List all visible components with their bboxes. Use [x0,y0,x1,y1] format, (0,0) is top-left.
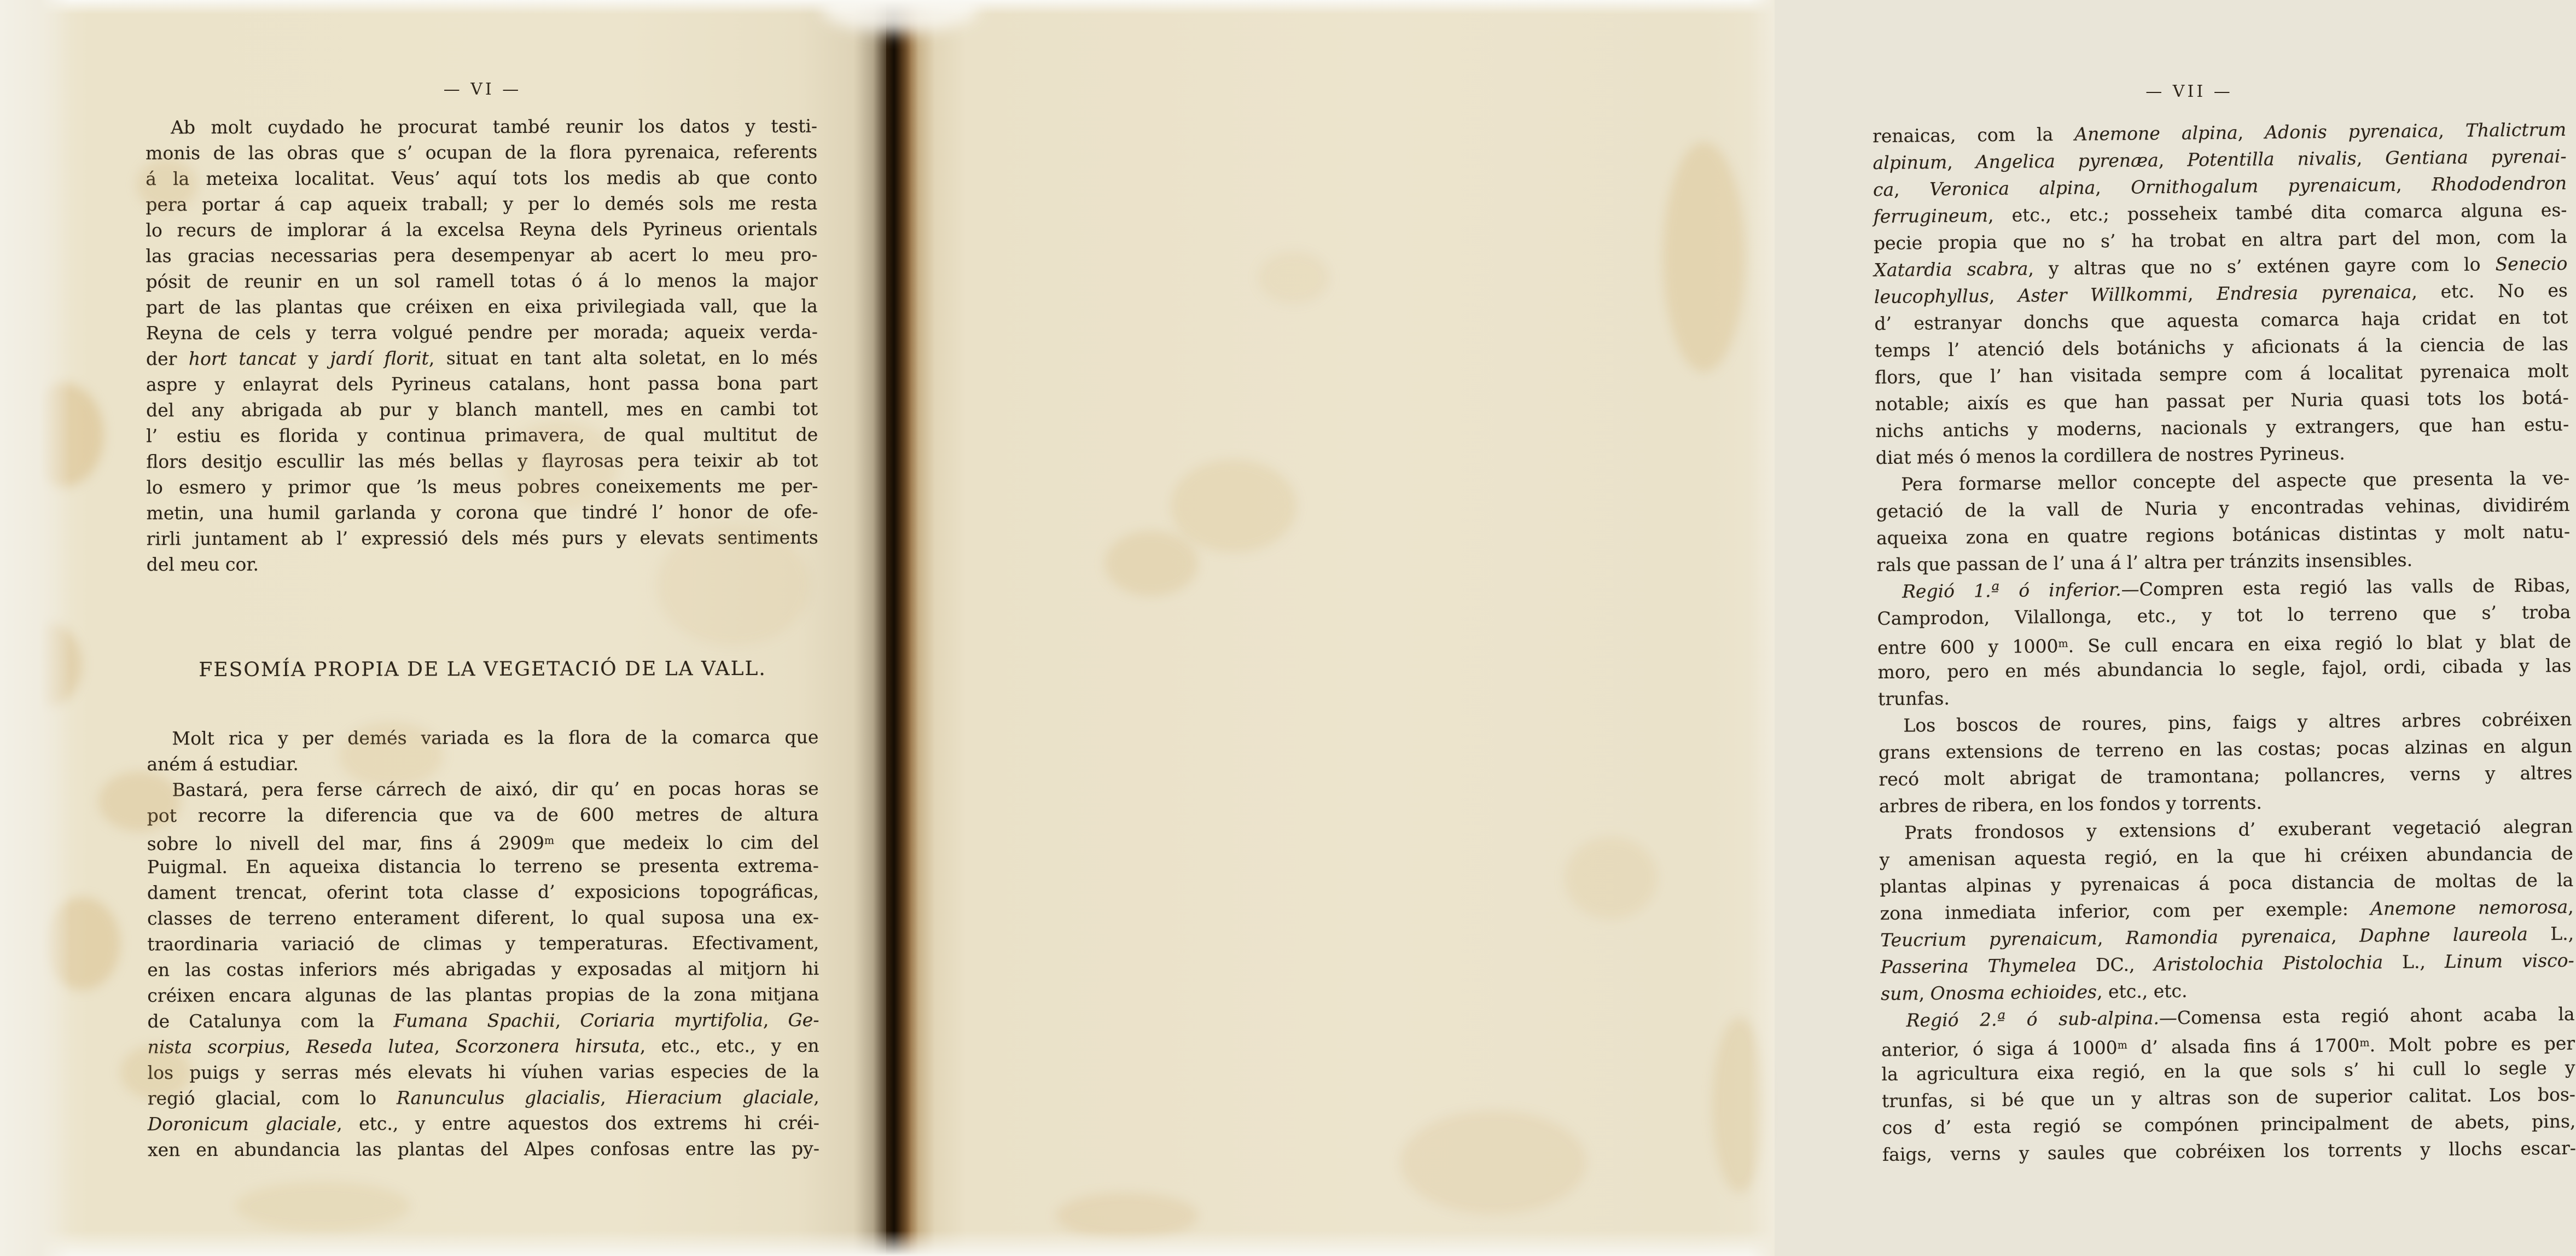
text-line: flors desitjo escullir las més bellas y flayrosas pera teixir ab tot [146,449,818,473]
text-line: Prats frondosos y extensions d’ exuberant vegetació alegran [1904,815,2573,844]
text-line: der hort tancat y jardí florit, situat en tant alta soletat, en lo més [146,346,818,370]
text-line: metin, una humil garlanda y corona que tindré l’ honor de ofe- [146,501,818,524]
text-line: pot recorre la diferencia que va de 600 metres de altura [147,803,819,827]
text-line: rals que passan de l’ una á l’ altra per tránzits insensibles. [1876,549,2413,576]
text-line: part de las plantas que créixen en eixa privilegiada vall, que la [146,295,818,318]
left-page-number: — VI — [443,80,522,99]
text-line: Xatardia scabra, y altras que no s’ exténen gayre com lo Senecio [1874,252,2568,281]
text-line: ca, Veronica alpina, Ornithogalum pyrenaicum, Rhododendron [1873,172,2567,201]
text-line: cos d’ esta regió se compónen principalment de abets, pins, [1882,1110,2576,1139]
text-line: Camprodon, Vilallonga, etc., y tot lo terreno que s’ troba [1877,601,2571,630]
text-line: diat més ó menos la cordillera de nostres Pyrineus. [1875,442,2345,469]
text-line: aqueixa zona en quatre regions botánicas distintas y molt natu- [1876,520,2571,549]
text-line: aspre y enlayrat dels Pyrineus catalans, hont passa bona part [146,372,818,396]
text-line: Regió 2.ª ó sub-alpina.—Comensa esta regió ahont acaba la [1906,1003,2575,1031]
text-line: á la meteixa localitat. Veus’ aquí tots los medis ab que conto [146,166,818,190]
text-line: trunfas, si bé que un y altras son de superior calitat. Los bos- [1881,1083,2576,1112]
text-line: xen en abundancia las plantas del Alpes confosas entre las py- [147,1137,819,1161]
text-line: nista scorpius, Reseda lutea, Scorzonera hirsuta, etc., etc., y en [147,1034,819,1058]
text-line: temps l’ atenció dels botánichs y aficionats á la ciencia de las [1874,333,2568,362]
right-page-number: — VII — [2145,82,2233,101]
text-line: notable; aixís es que han passat per Nuria quasi tots los botá- [1875,386,2569,415]
text-line: Passerina Thymelea DC., Aristolochia Pistolochia L., Linum visco- [1880,949,2574,978]
text-line: sobre lo nivell del mar, fins á 2909$^m$ que medeix lo cim del [147,831,819,854]
text-line: plantas alpinas y pyrenaicas á poca distancia de moltas de la [1880,869,2574,898]
text-line: monis de las obras que s’ ocupan de la flora pyrenaica, referents [146,141,818,164]
text-line: lo esmero y primor que ’ls meus pobres coneixements me per- [146,475,818,498]
text-line: Teucrium pyrenaicum, Ramondia pyrenaica, Daphne laureola L., [1880,922,2574,951]
text-line: del any abrigada ab pur y blanch mantell, mes en cambi tot [146,398,818,421]
text-line: anterior, ó siga á 1000$^m$ d’ alsada fins á 1700$^m$. Molt pobre es per [1881,1032,2575,1061]
text-line: Reyna de cels y terra volgué pendre per morada; aqueix verda- [146,321,818,344]
text-line: Regió 1.ª ó inferior.—Compren esta regió las valls de Ribas, [1902,574,2571,602]
text-line: Pera formarse mellor concepte del aspecte que presenta la ve- [1901,467,2570,495]
right-page-text [1873,116,2576,1168]
text-line: de Catalunya com la Fumana Spachii, Coriaria myrtifolia, Ge- [147,1009,819,1032]
text-line: alpinum, Angelica pyrenæa, Potentilla nivalis, Gentiana pyrenai- [1873,145,2567,174]
text-line: Molt rica y per demés variada es la flora de la comarca que [172,726,819,749]
text-line: zona inmediata inferior, com per exemple: Anemone nemorosa, [1880,896,2574,924]
left-page-text [146,113,819,1163]
text-line: créixen encara algunas de las plantas propias de la zona mitjana [147,983,819,1007]
text-line: traordinaria variació de climas y temperaturas. Efectivament, [147,932,819,955]
text-line: las gracias necessarias pera desempenyar ab acert lo meu pro- [146,243,818,267]
section-heading: FESOMÍA PROPIA DE LA VEGETACIÓ DE LA VALL. [199,657,766,682]
text-line: faigs, verns y saules que cobréixen los torrents y llochs escar- [1882,1137,2576,1166]
text-line: los puigs y serras més elevats hi víuhen varias especies de la [147,1060,819,1084]
text-line: la agricultura eixa regió, en la que sols s’ hi cull lo segle y [1881,1056,2575,1085]
text-line: moro, pero en més abundancia lo segle, fajol, ordi, cibada y las [1877,654,2572,683]
right-page [886,0,2576,1256]
text-line: pósit de reunir en un sol ramell totas ó á lo menos la major [146,269,818,293]
text-line: flors, que l’ han visitada sempre com á localitat pyrenaica molt [1875,359,2569,388]
text-line: classes de terreno enterament diferent, lo qual suposa una ex- [147,906,819,929]
text-line: sum, Onosma echioides, etc., etc. [1880,980,2188,1005]
text-line: getació de la vall de Nuria y encontradas vehinas, dividirém [1876,493,2570,522]
text-line: entre 600 y 1000$^m$. Se cull encara en eixa regió lo blat y blat de [1877,630,2572,659]
text-line: y amenisan aquesta regió, en la que hi créixen abundancia de [1879,842,2573,871]
text-line: grans extensions de terreno en las costas; pocas alzinas en algun [1878,735,2573,764]
text-line: lo recurs de implorar á la excelsa Reyna dels Pyrineus orientals [146,218,818,241]
text-line: Puigmal. En aqueixa distancia lo terreno se presenta extrema- [147,854,819,878]
text-line: Los boscos de roures, pins, faigs y altres arbres cobréixen [1903,708,2572,736]
text-line: arbres de ribera, en los fondos y torrents. [1879,792,2263,817]
text-line: pecie propia que no s’ ha trobat en altra part del mon, com la [1873,225,2568,254]
text-line: del meu cor. [146,553,259,575]
text-line: l’ estiu es florida y continua primavera, de qual multitut de [146,423,818,447]
text-line: leucophyllus, Aster Willkommi, Endresia pyrenaica, etc. No es [1874,279,2568,308]
text-line: trunfas. [1877,687,1950,710]
text-line: Ab molt cuydado he procurat també reunir los datos y testi- [171,115,818,138]
left-page [0,0,886,1256]
text-line: renaicas, com la Anemone alpina, Adonis pyrenaica, Thalictrum [1872,118,2567,147]
text-line: rirli juntament ab l’ expressió dels més purs y elevats sentiments [146,526,818,550]
text-line: regió glacial, com lo Ranunculus glacialis, Hieracium glaciale, [147,1086,819,1109]
text-line: Bastará, pera ferse cárrech de aixó, dir qu’ en pocas horas se [172,777,819,801]
text-line: en las costas inferiors més abrigadas y exposadas al mitjorn hi [147,957,819,981]
text-line: dament trencat, oferint tota classe d’ exposicions topográficas, [147,880,819,904]
text-line: recó molt abrigat de tramontana; pollancres, verns y altres [1879,761,2573,790]
text-line: ferrugineum, etc., etc.; posseheix també dita comarca alguna es- [1873,199,2567,228]
text-line: d’ estranyar donchs que aquesta comarca haja cridat en tot [1874,306,2568,335]
text-line: aném á estudiar. [147,753,299,775]
text-line: pera portar á cap aqueix traball; y per lo demés sols me resta [146,192,818,216]
text-line: nichs antichs y moderns, nacionals y extrangers, que han estu- [1875,413,2569,442]
text-line: Doronicum glaciale, etc., y entre aquestos dos extrems hi créi- [147,1112,819,1135]
